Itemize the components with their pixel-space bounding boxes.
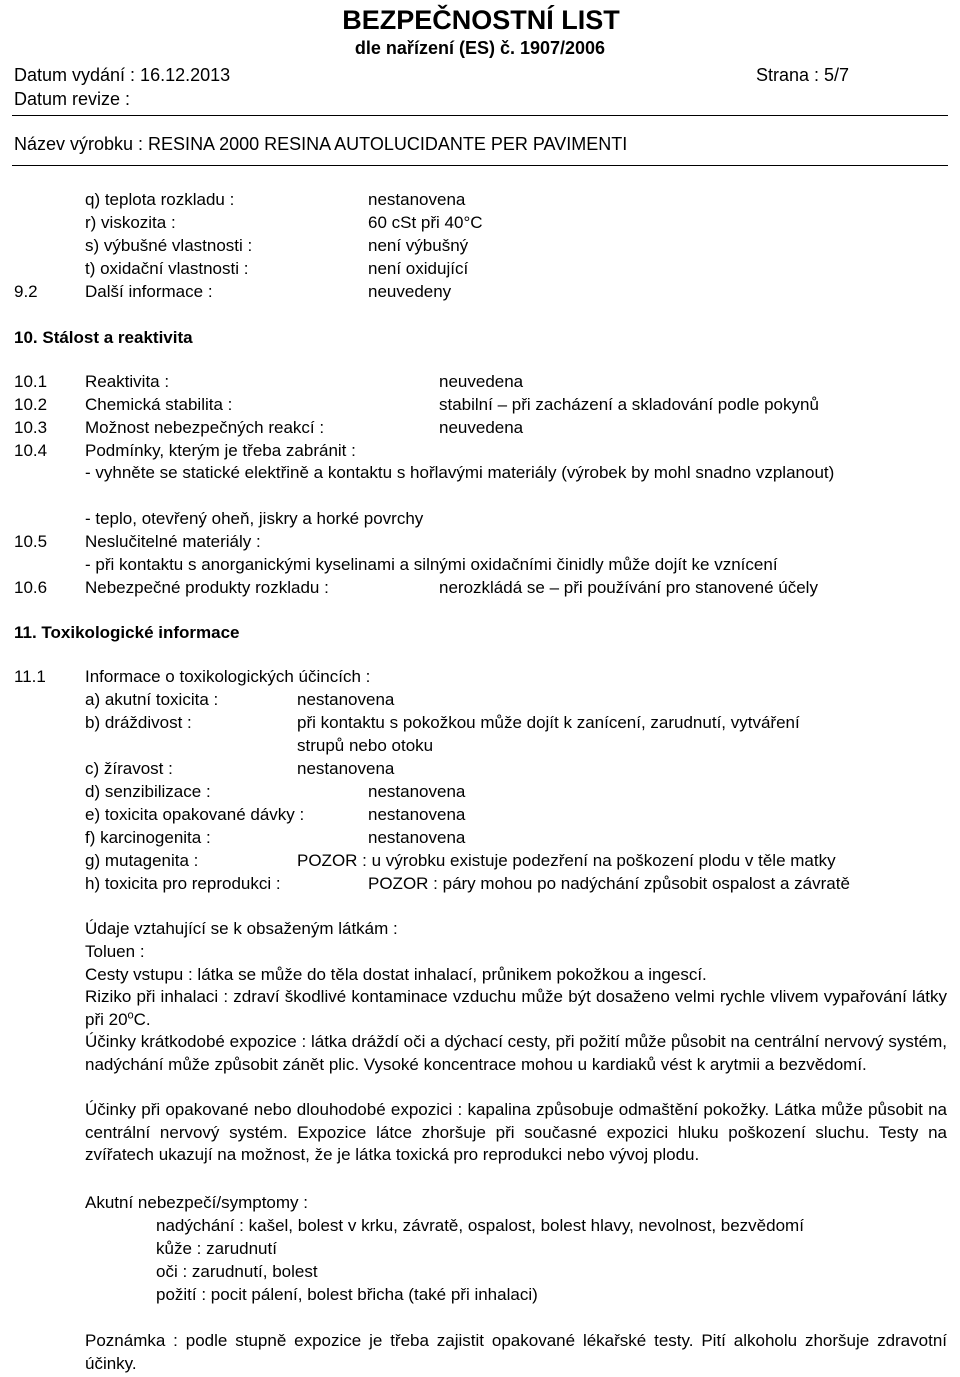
long-term-effects: Účinky při opakované nebo dlouhodobé expozici : kapalina způsobuje odmaštění pokožky. Látka může působit na centrální nervový systém. Expozice látce zhoršuje při současné expozici hluku poškození sluchu. Testy na zvířatech ukazují na možnost, že je látka toxická pro reprodukci nebo vývoj plodu. [85,1100,947,1164]
acute-symptom: požití : pocit pálení, bolest břicha (také při inhalaci) [156,1285,538,1304]
prop-label: s) výbušné vlastnosti : [85,236,253,255]
document-title [0,4,960,36]
revision-date: Datum revize : [14,89,131,109]
prop-label: t) oxidační vlastnosti : [85,259,249,278]
prop-value: není oxidující [368,259,469,278]
tox-value: při kontaktu s pokožkou může dojít k zanícení, zarudnutí, vytváření [297,713,800,732]
header-divider-bottom [12,165,948,166]
tox-label: g) mutagenita : [85,851,199,870]
tox-value: nestanovena [368,805,466,824]
item-value: neuvedeny [368,282,452,301]
tox-label: b) dráždivost : [85,713,192,732]
tox-value: POZOR : páry mohou po nadýchání způsobit ospalost a závratě [368,874,850,893]
item-label: Chemická stabilita : [85,395,233,414]
section-number: 10.2 [14,395,48,414]
item-value: stabilní – při zacházení a skladování podle pokynů [439,395,819,414]
tox-value: POZOR : u výrobku existuje podezření na poškození plodu v těle matky [297,851,836,870]
inhalation-risk [85,986,947,1031]
acute-hazards-heading: Akutní nebezpečí/symptomy : [85,1193,308,1212]
section-number: 10.3 [14,418,48,437]
section-number: 10.5 [14,532,48,551]
degree-superscript: o [127,1008,134,1021]
header-divider-top [12,115,948,116]
item-label: Informace o toxikologických účincích : [85,667,371,686]
tox-value: nestanovena [368,782,466,801]
section-number: 9.2 [14,282,38,301]
inhalation-risk-unit: C. [133,1009,151,1029]
document-subtitle: dle nařízení (ES) č. 1907/2006 [354,38,606,58]
section-number: 10.1 [14,372,48,391]
tox-label: f) karcinogenita : [85,828,211,847]
acute-symptom: oči : zarudnutí, bolest [156,1262,318,1281]
bullet-text: - při kontaktu s anorganickými kyselinami a silnými oxidačními činidly může dojít ke vznícení [85,555,778,574]
tox-label: e) toxicita opakované dávky : [85,805,305,824]
item-value: nerozkládá se – při používání pro stanovené účely [439,578,818,597]
item-value: neuvedena [439,418,524,437]
tox-label: h) toxicita pro reprodukci : [85,874,281,893]
tox-value: nestanovena [297,690,395,709]
section-11-heading: 11. Toxikologické informace [14,623,240,642]
prop-value: není výbušný [368,236,469,255]
page-number: Strana : 5/7 [756,65,850,85]
exposure-routes: Cesty vstupu : látka se může do těla dostat inhalací, průnikem pokožkou a ingescí. [85,965,707,984]
tox-value: nestanovena [368,828,466,847]
tox-label: c) žíravost : [85,759,173,778]
item-label: Podmínky, kterým je třeba zabránit : [85,441,356,460]
item-label: Další informace : [85,282,213,301]
tox-value-continued: strupů nebo otoku [297,736,434,755]
prop-label: r) viskozita : [85,213,176,232]
issue-date: Datum vydání : 16.12.2013 [14,65,231,85]
prop-value: 60 cSt při 40°C [368,213,483,232]
bullet-text: - vyhněte se statické elektřině a kontaktu s hořlavými materiály (výrobek by mohl snadno vzplanout) [85,463,835,482]
acute-symptom: nadýchání : kašel, bolest v krku, závratě, ospalost, bolest hlavy, nevolnost, bezvědomí [156,1216,804,1235]
item-label: Možnost nebezpečných reakcí : [85,418,325,437]
tox-value: nestanovena [297,759,395,778]
tox-label: a) akutní toxicita : [85,690,219,709]
bullet-text: - teplo, otevřený oheň, jiskry a horké povrchy [85,509,424,528]
prop-label: q) teplota rozkladu : [85,190,235,209]
note: Poznámka : podle stupně expozice je třeba zajistit opakované lékařské testy. Pití alkoholu zhoršuje zdravotní účinky. [85,1331,947,1373]
item-label: Reaktivita : [85,372,170,391]
short-term-effects: Účinky krátkodobé expozice : látka dráždí oči a dýchací cesty, při požití může působit na centrální nervový systém, nadýchání může způsobit zánět plic. Vysoké koncentrace mohou u kardiaků vést k arytmii a bezvědomí. [85,1032,947,1074]
item-label: Neslučitelné materiály : [85,532,261,551]
prop-value: nestanovena [368,190,466,209]
section-number: 10.4 [14,441,48,460]
section-number: 11.1 [14,667,46,686]
substances-intro: Údaje vztahující se k obsaženým látkám : [85,919,398,938]
acute-symptom: kůže : zarudnutí [156,1239,277,1258]
inhalation-risk-text: Riziko při inhalaci : zdraví škodlivé kontaminace vzduchu může být dosaženo velmi rychle vlivem vypařování látky při 20 [85,987,947,1029]
substance-name: Toluen : [85,942,145,961]
item-value: neuvedena [439,372,524,391]
document-title-text: BEZPEČNOSTNÍ LIST [342,5,620,35]
tox-label: d) senzibilizace : [85,782,211,801]
section-number: 10.6 [14,578,48,597]
product-name: Název výrobku : RESINA 2000 RESINA AUTOLUCIDANTE PER PAVIMENTI [14,134,628,154]
section-10-heading: 10. Stálost a reaktivita [14,328,193,347]
item-label: Nebezpečné produkty rozkladu : [85,578,329,597]
